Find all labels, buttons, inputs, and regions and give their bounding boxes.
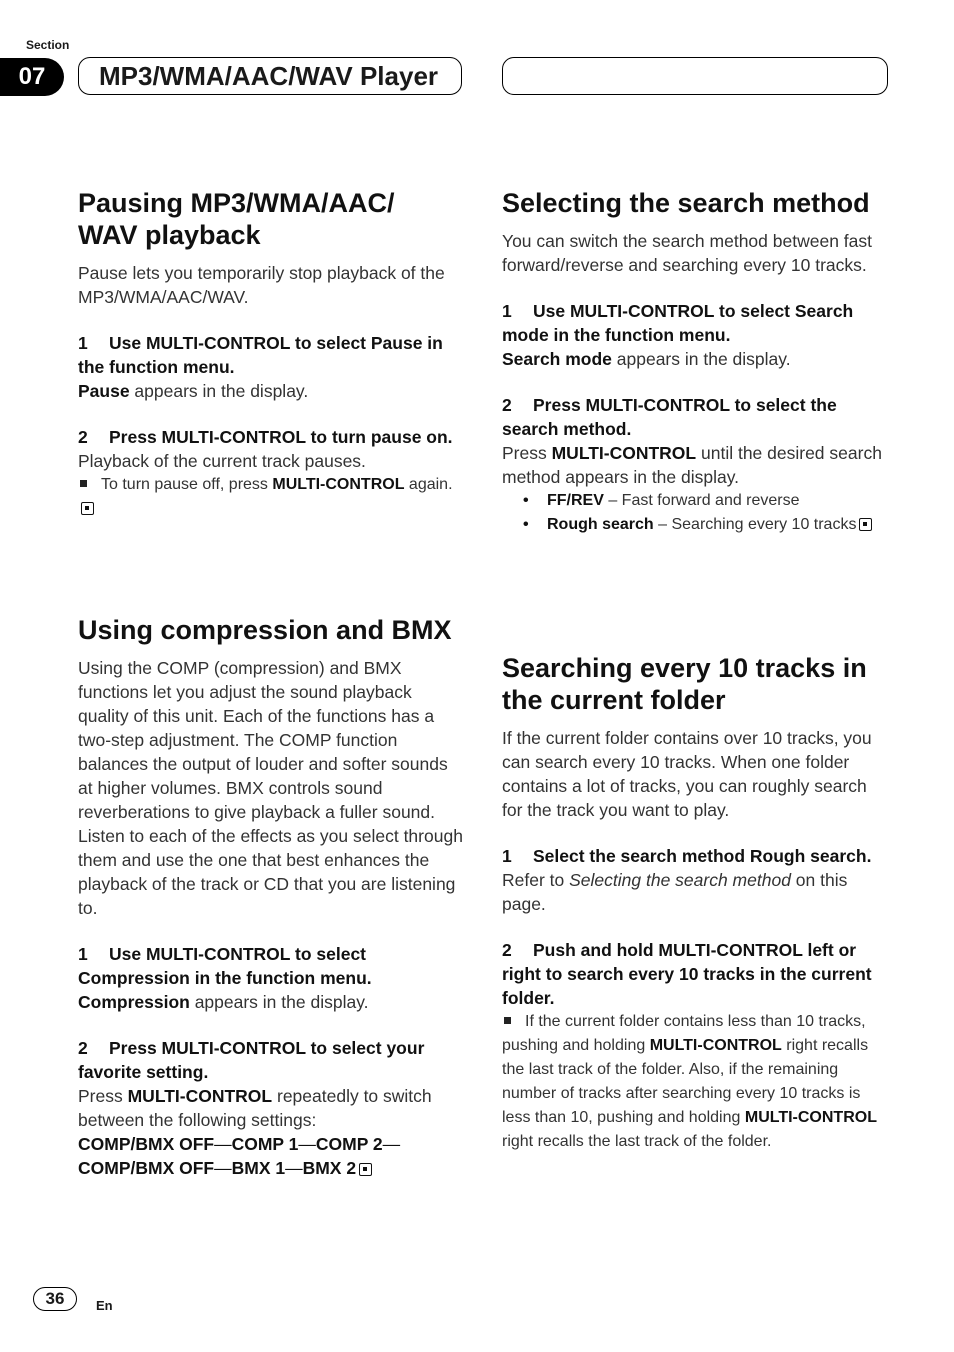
compression-step-1: 1 Use MULTI-CONTROL to select Compression in the function menu. [78,944,372,988]
search-method-heading: Selecting the search method [502,188,870,218]
search-method-step-2-desc: Press MULTI-CONTROL until the desired search method appears in the display. [502,443,882,487]
end-mark-icon [81,502,94,515]
pause-step-1-desc: Pause appears in the display. [78,381,309,401]
language-code: En [96,1298,113,1313]
every-10-intro: If the current folder contains over 10 tracks, you can search every 10 tracks. When one folder contains a lot of tracks, you can roughly search for the track you want to play. [502,728,872,820]
end-mark-icon [859,518,872,531]
every-10-step-1-desc: Refer to Selecting the search method on this page. [502,870,848,914]
pause-intro: Pause lets you temporarily stop playback of the MP3/WMA/AAC/WAV. [78,263,445,307]
note-square-icon [504,1017,511,1024]
pause-step-2: 2 Press MULTI-CONTROL to turn pause on. [78,427,453,447]
every-10-note: If the current folder contains less than 10 tracks, pushing and holding MULTI-CONTROL right recalls the last track of the folder. Also, if the remaining number of tracks after searching every 10 tracks is less than 10, pushing and holding MULTI-CONTROL right recalls the last track of the folder. [502,1013,877,1150]
end-mark-icon [359,1163,372,1176]
every-10-heading: Searching every 10 tracks in the current folder [502,653,867,715]
list-item: • FF/REV – Fast forward and reverse [523,492,800,509]
pause-note: To turn pause off, press MULTI-CONTROL again. [78,473,466,521]
pause-heading: Pausing MP3/WMA/AAC/ WAV playback [78,188,395,250]
section-label: Section [26,38,70,52]
pause-step-1: 1 Use MULTI-CONTROL to select Pause in the function menu. [78,333,443,377]
note-square-icon [80,480,87,487]
search-method-section [502,187,890,537]
search-method-step-2: 2 Press MULTI-CONTROL to select the search method. [502,395,837,439]
pause-step-2-desc: Playback of the current track pauses. [78,451,366,471]
compression-intro: Using the COMP (compression) and BMX functions let you adjust the sound playback quality of this unit. Each of the functions has a two-step adjustment. The COMP function balances the output of louder and softer sounds at higher volumes. BMX controls sound reverberations to give playback a fuller sound. Listen to each of the effects as you select through them and use the one that best enhances the playback of the track or CD that you are listening to. [78,658,463,918]
compression-section [78,614,466,1180]
chapter-title: MP3/WMA/AAC/WAV Player [99,60,439,91]
list-item: • Rough search – Searching every 10 tracks [502,513,890,537]
compression-heading: Using compression and BMX [78,615,452,645]
every-10-section [502,652,890,1154]
compression-settings: COMP/BMX OFF—COMP 1—COMP 2— COMP/BMX OFF—BMX 1—BMX 2 [78,1134,401,1178]
section-number-badge: 07 [0,58,64,96]
pause-section [78,187,466,521]
blank-header-box [502,57,888,95]
search-method-intro: You can switch the search method between fast forward/reverse and searching every 10 tracks. [502,231,872,275]
compression-step-1-desc: Compression appears in the display. [78,992,369,1012]
every-10-step-1: 1 Select the search method Rough search. [502,846,872,866]
compression-step-2: 2 Press MULTI-CONTROL to select your favorite setting. [78,1038,425,1082]
compression-step-2-desc: Press MULTI-CONTROL repeatedly to switch between the following settings: [78,1086,432,1130]
chapter-title-box [78,57,462,95]
every-10-step-2: 2 Push and hold MULTI-CONTROL left or right to search every 10 tracks in the current folder. [502,940,872,1008]
page-number: 36 [33,1287,77,1311]
search-method-step-1: 1 Use MULTI-CONTROL to select Search mode in the function menu. [502,301,854,345]
search-method-step-1-desc: Search mode appears in the display. [502,349,791,369]
cross-reference: Selecting the search method [569,870,791,890]
